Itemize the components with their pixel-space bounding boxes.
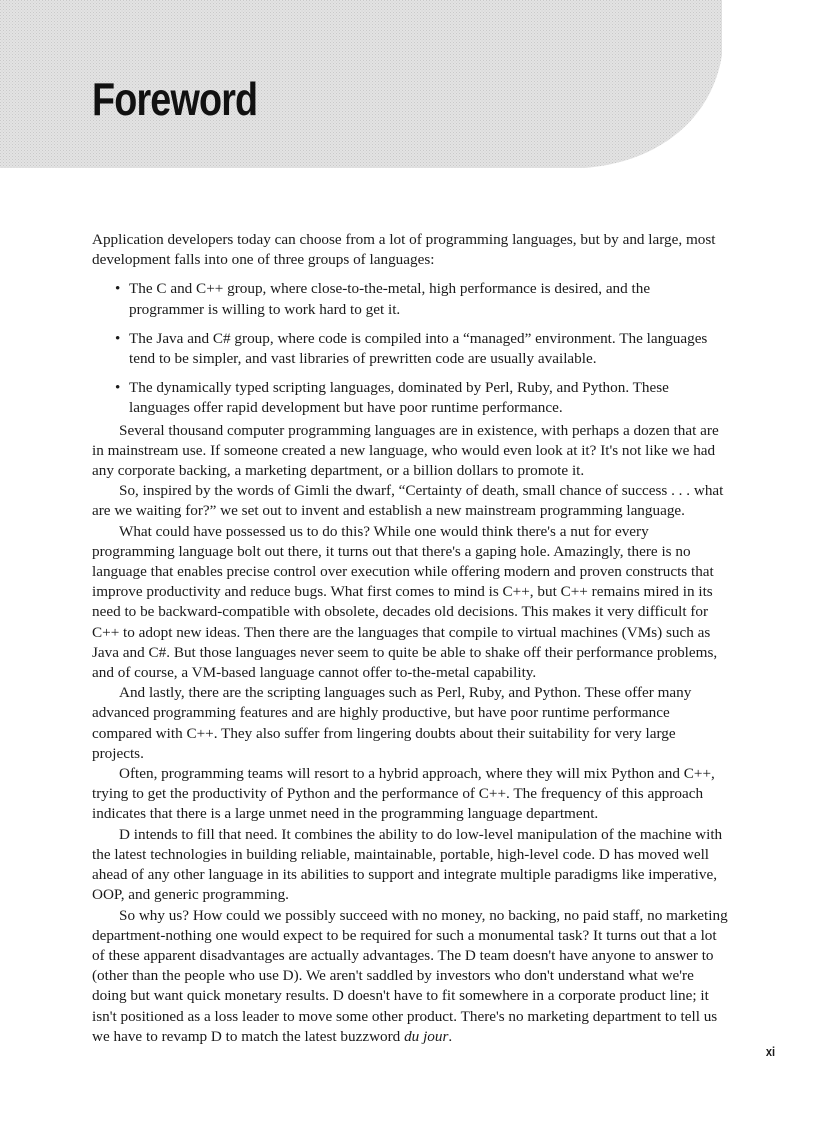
list-item-text: The C and C++ group, where close-to-the-metal, high performance is desired, and the programmer is willing to work hard to get it.: [129, 280, 651, 318]
emphasis-text: du jour: [404, 1027, 449, 1045]
paragraph: What could have possessed us to do this? While one would think there's a nut for every programming language bolt out there, it turns out that there's a gaping hole. Amazingly, there is no language that enables precise control over execution while offering modern and proven constructs that improve productivity and reduce bugs. What first comes to mind is C++, but C++ remains mired in its need to be backward-compatible with obsolete, decades old decisions. This makes it very difficult for C++ to adopt new ideas. Then there are the languages that compile to virtual machines (VMs) such as Java and C#. But those languages never seem to quite be able to shake off their performance problems, and of course, a VM-based language cannot offer to-the-metal capability.: [92, 522, 718, 682]
bullet-icon: •: [115, 280, 121, 298]
page-number: xi: [765, 1044, 776, 1059]
closing-paragraph: [92, 906, 728, 1047]
paragraph: Several thousand computer programming languages are in existence, with perhaps a dozen that are in mainstream use. If someone created a new language, who would even look at it? It's not like we had any corporate backing, a marketing department, or a billion dollars to promote it.: [92, 421, 719, 480]
closing-paragraph-end: .: [448, 1027, 453, 1045]
body-text: [92, 230, 728, 1047]
paragraph: So, inspired by the words of Gimli the dwarf, “Certainty of death, small chance of success . . . what are we waiting for?” we set out to invent and establish a new mainstream programming language.: [92, 482, 724, 520]
list-item: [115, 378, 728, 418]
intro-paragraph: Application developers today can choose from a lot of programming languages, but by and large, most development falls into one of three groups of languages:: [92, 231, 716, 269]
paragraph: Often, programming teams will resort to a hybrid approach, where they will mix Python and C++, trying to get the productivity of Python and the performance of C++. The frequency of this approach indicates that there is a large unmet need in the programming language department.: [92, 765, 715, 823]
bullet-icon: •: [115, 379, 121, 397]
paragraph: D intends to fill that need. It combines the ability to do low-level manipulation of the machine with the latest technologies in building reliable, maintainable, portable, high-level code. D has moved well ahead of any other language in its abilities to support and integrate multiple paradigms like imperative, OOP, and generic programming.: [92, 825, 723, 904]
list-item-text: The dynamically typed scripting languages, dominated by Perl, Ruby, and Python. These languages offer rapid development but have poor runtime performance.: [129, 379, 669, 417]
paragraph: And lastly, there are the scripting languages such as Perl, Ruby, and Python. These offer many advanced programming features and are highly productive, but have poor runtime performance compared with C++. They also suffer from lingering doubts about their suitability for very large projects.: [92, 684, 692, 762]
list-item: [115, 279, 728, 319]
list-item-text: The Java and C# group, where code is compiled into a “managed” environment. The languages tend to be simpler, and vast libraries of prewritten code are usually available.: [129, 329, 708, 368]
language-groups-list: [92, 279, 728, 418]
bullet-icon: •: [115, 329, 121, 347]
chapter-title: Foreword: [92, 73, 258, 125]
list-item: [115, 329, 728, 369]
closing-paragraph-text: So why us? How could we possibly succeed with no money, no backing, no paid staff, no marketing department-nothing one would expect to be required for such a monumental task? It turns out that a lot of these apparent disadvantages are actually advantages. The D team doesn't have anyone to answer to (other than the people who use D). We aren't saddled by investors who don't understand what we're doing but want quick monetary results. D doesn't have to fit somewhere in a corporate product line; it isn't positioned as a loss leader to move some other product. There's no marketing department to tell us we have to revamp D to match the latest buzzword: [92, 906, 728, 1045]
